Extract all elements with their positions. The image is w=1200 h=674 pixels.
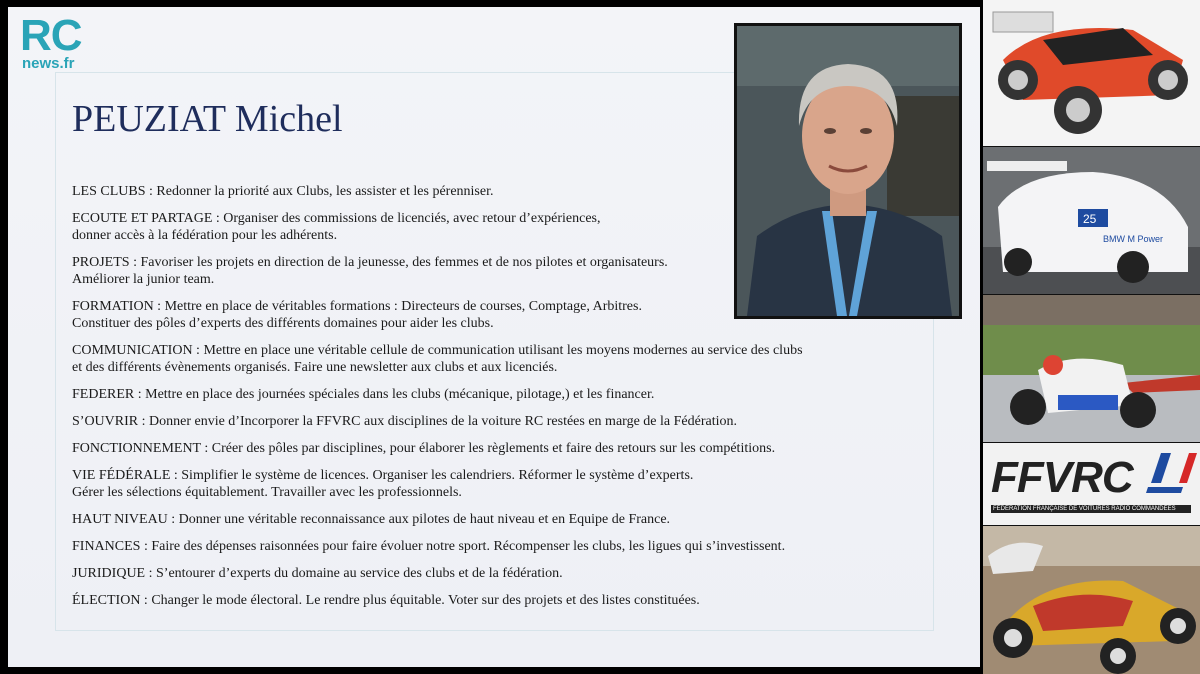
- sidebar-images: [983, 0, 1200, 674]
- program-item: [72, 467, 892, 501]
- portrait-image: [737, 26, 959, 316]
- ffvrc-logo: [983, 443, 1200, 525]
- buggy-image: [983, 0, 1200, 146]
- car-sponsor: BMW M Power: [1103, 234, 1164, 244]
- program-item-line: VIE FÉDÉRALE : Simplifier le système de licences. Organiser les calendriers. Réformer le système d’experts.: [72, 468, 694, 483]
- program-item-line: S’OUVRIR : Donner envie d’Incorporer la FFVRC aux disciplines de la voiture RC restées en marge de la Fédération.: [72, 414, 737, 429]
- logo-news-text: news.fr: [22, 55, 75, 72]
- candidate-photo: [734, 23, 962, 319]
- program-item-line: FEDERER : Mettre en place des journées spéciales dans les clubs (mécanique, pilotage,) et les financer.: [72, 387, 655, 402]
- program-item: [72, 538, 892, 555]
- page-title: PEUZIAT Michel: [72, 98, 343, 140]
- car-number: 25: [1083, 212, 1097, 226]
- program-item-line: FONCTIONNEMENT : Créer des pôles par disciplines, pour élaborer les règlements et faire des retours sur les compétitions.: [72, 441, 776, 456]
- program-item-line: COMMUNICATION : Mettre en place une véritable cellule de communication utilisant les moyens modernes au service des clubs: [72, 343, 803, 358]
- program-item: [72, 386, 892, 403]
- program-item-line: Gérer les sélections équitablement. Travailler avec les professionnels.: [72, 485, 462, 500]
- program-item-line: donner accès à la fédération pour les adhérents.: [72, 228, 338, 243]
- rcnews-logo[interactable]: [18, 11, 98, 77]
- program-item-line: LES CLUBS : Redonner la priorité aux Clubs, les assister et les pérenniser.: [72, 184, 494, 199]
- program-item-line: et des différents évènements organisés. Faire une newsletter aux clubs et aux licenciés.: [72, 360, 558, 375]
- touring-car-image: [983, 147, 1200, 294]
- ffvrc-subtitle: FÉDÉRATION FRANÇAISE DE VOITURES RADIO COMMANDÉES: [991, 505, 1191, 513]
- logo-rc-text: RC: [20, 11, 82, 60]
- program-item-line: HAUT NIVEAU : Donner une véritable reconnaissance aux pilotes de haut niveau et en Equipe de France.: [72, 512, 671, 527]
- program-item-line: FORMATION : Mettre en place de véritables formations : Directeurs de courses, Comptage, Arbitres.: [72, 299, 642, 314]
- ffvrc-logo-text: FFVRC: [991, 453, 1133, 502]
- motorbike-image: [983, 295, 1200, 442]
- slide: [8, 7, 980, 667]
- program-item: [72, 440, 892, 457]
- program-item-line: PROJETS : Favoriser les projets en direction de la jeunesse, des femmes et de nos pilotes et organisateurs.: [72, 255, 668, 270]
- program-item: [72, 413, 892, 430]
- program-item: [72, 592, 892, 609]
- program-item-line: FINANCES : Faire des dépenses raisonnées pour faire évoluer notre sport. Récompenser les clubs, les ligues qui s’investissent.: [72, 539, 786, 554]
- program-item-line: Constituer des pôles d’experts des différents domaines pour aider les clubs.: [72, 316, 494, 331]
- program-item: [72, 511, 892, 528]
- race-buggy-image: [983, 526, 1200, 674]
- program-item-line: Améliorer la junior team.: [72, 272, 215, 287]
- program-item: [72, 342, 892, 376]
- program-item-line: JURIDIQUE : S’entourer d’experts du domaine au service des clubs et de la fédération.: [72, 566, 563, 581]
- program-item-line: ÉLECTION : Changer le mode électoral. Le rendre plus équitable. Voter sur des projets et des listes constituées.: [72, 593, 700, 608]
- program-item: [72, 565, 892, 582]
- program-item-line: ECOUTE ET PARTAGE : Organiser des commissions de licenciés, avec retour d’expériences,: [72, 211, 601, 226]
